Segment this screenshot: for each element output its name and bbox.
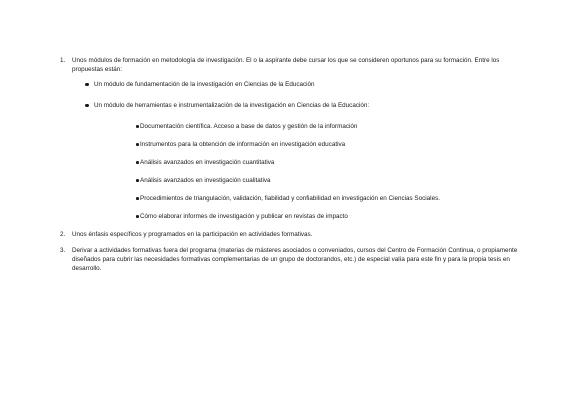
sub-bullet-list: [94, 122, 520, 221]
list-item-text: Unos módulos de formación en metodología de investigación. El o la aspirante debe cursar los que se consideren oportunos para su formación. Entre los propuestas están:: [72, 57, 500, 73]
bullet-icon: [136, 161, 139, 164]
bullet-item-1: [72, 80, 520, 89]
sub-bullet-text: Cómo elaborar informes de investigación y publicar en revistas de impacto: [140, 213, 348, 220]
sub-bullet-item: [94, 194, 520, 203]
bullet-item-text: Un módulo de herramientas e instrumentalización de la investigación en Ciencias de la Educación:: [94, 102, 370, 109]
sub-bullet-item: [94, 158, 520, 167]
bullet-icon: [85, 104, 89, 108]
bullet-icon: [136, 143, 139, 146]
list-item-1: [60, 56, 520, 221]
list-number: 3.: [60, 247, 66, 254]
list-number: 1.: [60, 57, 66, 64]
sub-bullet-text: Análisis avanzados en investigación cuantitativa: [140, 159, 275, 166]
list-item-2: [60, 230, 520, 239]
sub-bullet-text: Procedimientos de triangulación, validación, fiabilidad y confiabilidad en investigación en Ciencias Sociales.: [140, 195, 440, 202]
sub-bullet-text: Documentación científica. Acceso a base de datos y gestión de la información: [140, 123, 358, 130]
sub-bullet-item: [94, 140, 520, 149]
sub-bullet-item: [94, 176, 520, 185]
sub-bullet-item: [94, 122, 520, 131]
bullet-icon: [136, 215, 139, 218]
numbered-list: [60, 56, 520, 280]
sub-bullet-text: Análisis avanzados en investigación cualitativa: [140, 177, 271, 184]
sub-bullet-text: Instrumentos para la obtención de información en investigación educativa: [140, 141, 346, 148]
bullet-icon: [136, 125, 139, 128]
list-number: 2.: [60, 231, 66, 238]
bullet-icon: [136, 197, 139, 200]
bullet-item-text: Un módulo de fundamentación de la investigación en Ciencias de la Educación: [94, 81, 315, 88]
bullet-item-2: [72, 101, 520, 221]
list-item-text: Unos énfasis específicos y programados en la participación en actividades formativas.: [72, 231, 313, 238]
sub-bullet-item: [94, 212, 520, 221]
list-item-text: Derivar a actividades formativas fuera del programa (materias de másteres asociados o conveniados, cursos del Centro de Formación Continua, o propiamente diseñados para cubrir las necesidades formativas complementarias de un grupo de doctorandos, etc.) de especial valía para este fin y para la propia tesis en desarrollo.: [72, 247, 518, 272]
bullet-list: [72, 80, 520, 221]
list-item-3: [60, 246, 520, 273]
bullet-icon: [136, 179, 139, 182]
bullet-icon: [85, 83, 89, 87]
